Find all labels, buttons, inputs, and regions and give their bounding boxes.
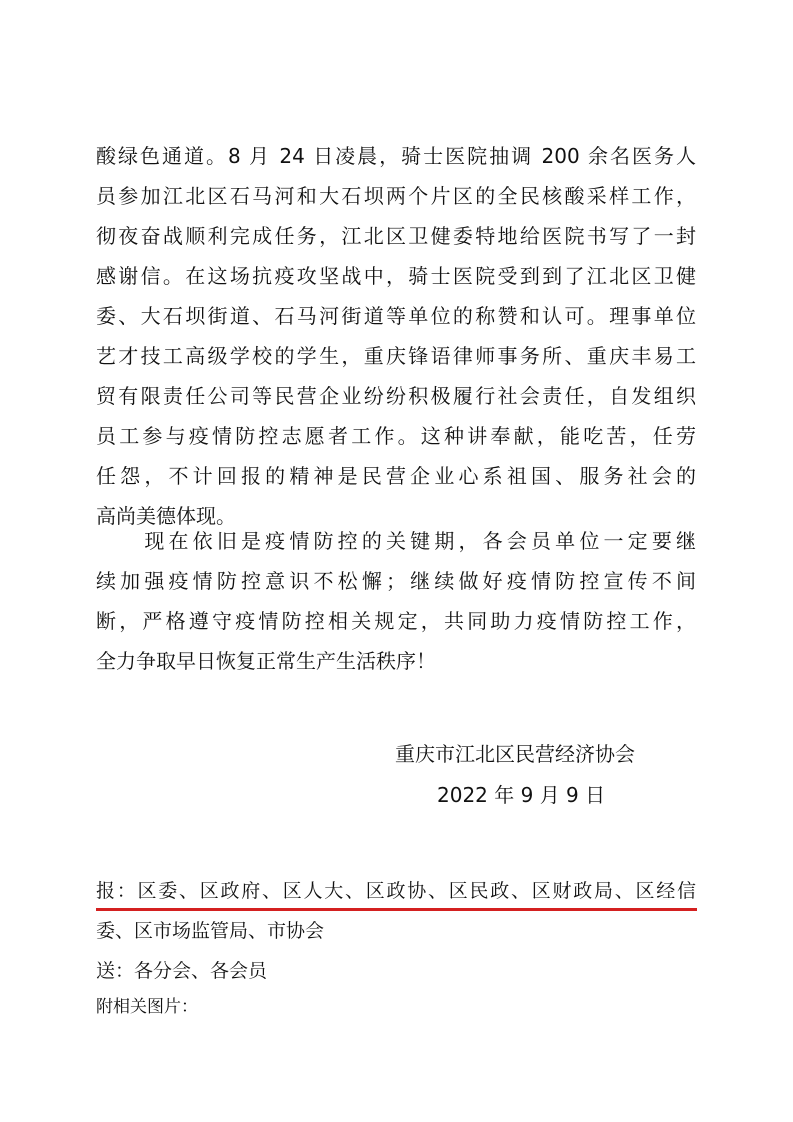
attachment-note: 附相关图片： [96,997,198,1017]
paragraph-line: 艺才技工高级学校的学生，重庆锋语律师事务所、重庆丰易工 [96,344,696,368]
red-divider-rule [96,908,697,911]
paragraph-line: 委、大石坝街道、石马河街道等单位的称赞和认可。理事单位 [96,304,696,328]
paragraph-line: 全力争取早日恢复正常生产生活秩序！ [96,649,436,673]
paragraph-line: 贸有限责任公司等民营企业纷纷积极履行社会责任，自发组织 [96,384,696,408]
paragraph-line: 任怨，不计回报的精神是民营企业心系祖国、服务社会的 [96,464,696,488]
signature-organization: 重庆市江北区民营经济协会 [395,742,635,766]
body-paragraph-1 [96,136,696,536]
paragraph-line: 高尚美德体现。 [96,504,236,528]
send-recipients-line: 送：各分会、各会员 [96,960,268,982]
paragraph-line: 感谢信。在这场抗疫攻坚战中，骑士医院受到到了江北区卫健 [96,264,696,288]
paragraph-line: 员参加江北区石马河和大石坝两个片区的全民核酸采样工作， [96,184,696,208]
paragraph-line: 断，严格遵守疫情防控相关规定，共同助力疫情防控工作， [96,609,696,633]
paragraph-line: 员工参与疫情防控志愿者工作。这种讲奉献，能吃苦，任劳 [96,424,696,448]
report-recipients-line-1: 报：区委、区政府、区人大、区政协、区民政、区财政局、区经信 [96,880,696,902]
signature-date: 2022 年 9 月 9 日 [437,783,606,807]
paragraph-line: 续加强疫情防控意识不松懈；继续做好疫情防控宣传不间 [96,569,696,593]
paragraph-line: 彻夜奋战顺利完成任务，江北区卫健委特地给医院书写了一封 [96,224,696,248]
report-recipients-line-2: 委、区市场监管局、市协会 [96,920,325,942]
body-paragraph-2 [96,521,696,681]
paragraph-line: 酸绿色通道。8 月 24 日凌晨，骑士医院抽调 200 余名医务人 [96,144,696,168]
paragraph-line: 现在依旧是疫情防控的关键期，各会员单位一定要继 [96,529,696,553]
